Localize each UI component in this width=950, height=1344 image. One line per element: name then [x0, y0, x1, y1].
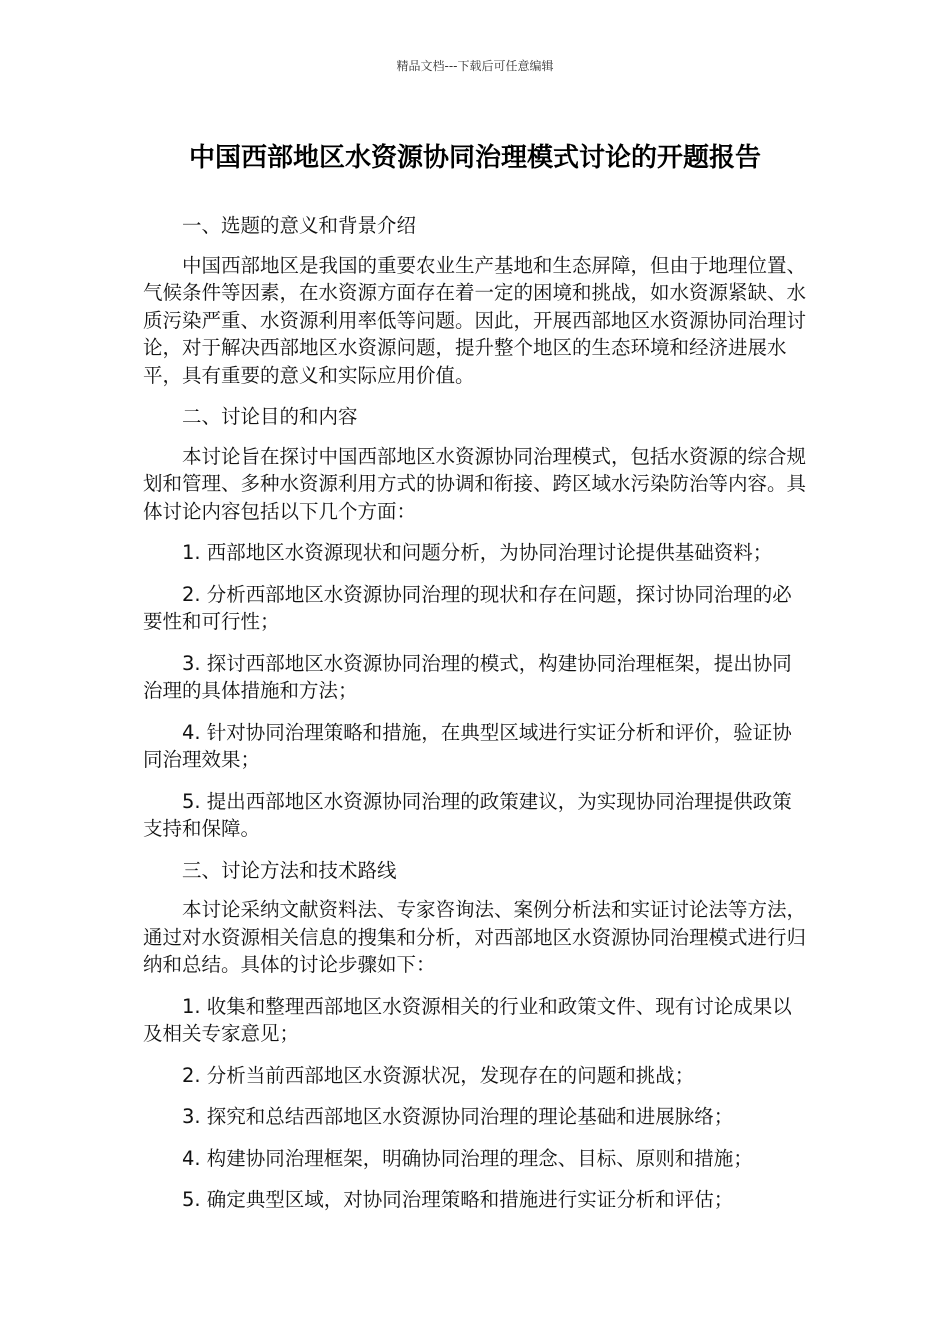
- section-heading-1: 一、选题的意义和背景介绍: [182, 214, 417, 237]
- list-item: 3. 探究和总结西部地区水资源协同治理的理论基础和进展脉络；: [182, 1105, 734, 1128]
- list-item: 2. 分析西部地区水资源协同治理的现状和存在问题，探讨协同治理的必要性和可行性；: [143, 582, 792, 633]
- list-item: 1. 收集和整理西部地区水资源相关的行业和政策文件、现有讨论成果以及相关专家意见；: [143, 994, 792, 1045]
- paragraph: 本讨论采纳文献资料法、专家咨询法、案例分析法和实证讨论法等方法，通过对水资源相关信息的搜集和分析，对西部地区水资源协同治理模式进行归纳和总结。具体的讨论步骤如下：: [143, 898, 807, 976]
- document-body: [143, 212, 808, 1228]
- document-title: 中国西部地区水资源协同治理模式讨论的开题报告: [188, 143, 761, 173]
- header-note: 精品文档---下载后可任意编辑: [396, 59, 554, 73]
- paragraph: 中国西部地区是我国的重要农业生产基地和生态屏障，但由于地理位置、气候条件等因素，在水资源方面存在着一定的困境和挑战，如水资源紧缺、水质污染严重、水资源利用率低等问题。因此，开展西部地区水资源协同治理讨论，对于解决西部地区水资源问题，提升整个地区的生态环境和经济进展水平，具有重要的意义和实际应用价值。: [143, 253, 807, 387]
- list-item: 3. 探讨西部地区水资源协同治理的模式，构建协同治理框架，提出协同治理的具体措施和方法；: [143, 651, 792, 702]
- list-item: 4. 针对协同治理策略和措施，在典型区域进行实证分析和评价，验证协同治理效果；: [143, 720, 792, 771]
- list-item: 5. 提出西部地区水资源协同治理的政策建议，为实现协同治理提供政策支持和保障。: [143, 789, 792, 840]
- list-item: 5. 确定典型区域，对协同治理策略和措施进行实证分析和评估；: [182, 1188, 734, 1211]
- list-item: 4. 构建协同治理框架，明确协同治理的理念、目标、原则和措施；: [182, 1146, 753, 1170]
- paragraph: 本讨论旨在探讨中国西部地区水资源协同治理模式，包括水资源的综合规划和管理、多种水资源利用方式的协调和衔接、跨区域水污染防治等内容。具体讨论内容包括以下几个方面：: [143, 444, 807, 523]
- section-heading-2: 二、讨论目的和内容: [182, 405, 358, 428]
- list-item: 1. 西部地区水资源现状和问题分析，为协同治理讨论提供基础资料；: [182, 541, 773, 564]
- section-heading-3: 三、讨论方法和技术路线: [182, 858, 397, 882]
- list-item: 2. 分析当前西部地区水资源状况，发现存在的问题和挑战；: [182, 1063, 695, 1087]
